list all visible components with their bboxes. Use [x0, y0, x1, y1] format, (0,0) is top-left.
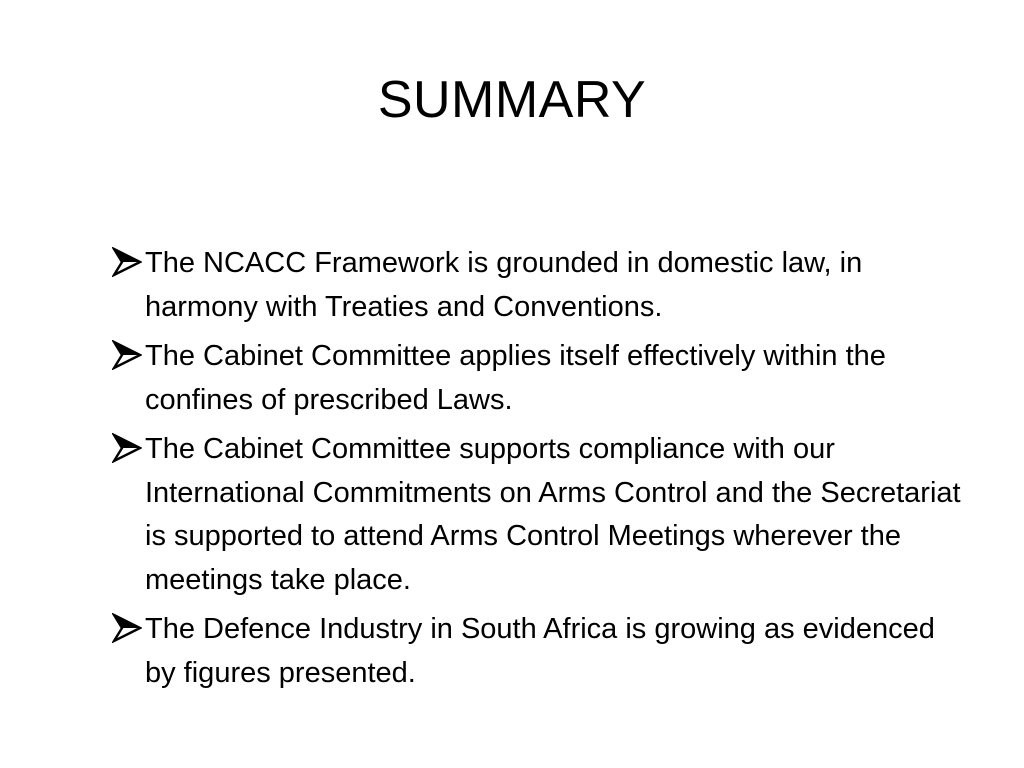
arrowhead-bullet-icon: [112, 340, 142, 370]
arrowhead-bullet-icon: [112, 433, 142, 463]
bullet-item: [110, 335, 970, 422]
bullet-item: [110, 242, 970, 329]
bullet-item: [110, 608, 970, 695]
bullet-item: [110, 428, 970, 602]
arrowhead-bullet-icon: [112, 247, 142, 277]
bullet-text: The Cabinet Committee applies itself effectively within the confines of prescribed Laws.: [145, 340, 886, 416]
bullet-text: The NCACC Framework is grounded in domestic law, in harmony with Treaties and Conventions.: [145, 247, 863, 323]
bullet-text: The Cabinet Committee supports compliance with our International Commitments on Arms Control and the Secretariat is supported to attend Arms Control Meetings wherever the meetings take place.: [145, 433, 961, 596]
slide-title: SUMMARY: [377, 71, 647, 129]
bullet-list: [110, 242, 970, 701]
bullet-text: The Defence Industry in South Africa is growing as evidenced by figures presented.: [145, 613, 935, 689]
arrowhead-bullet-icon: [112, 613, 142, 643]
